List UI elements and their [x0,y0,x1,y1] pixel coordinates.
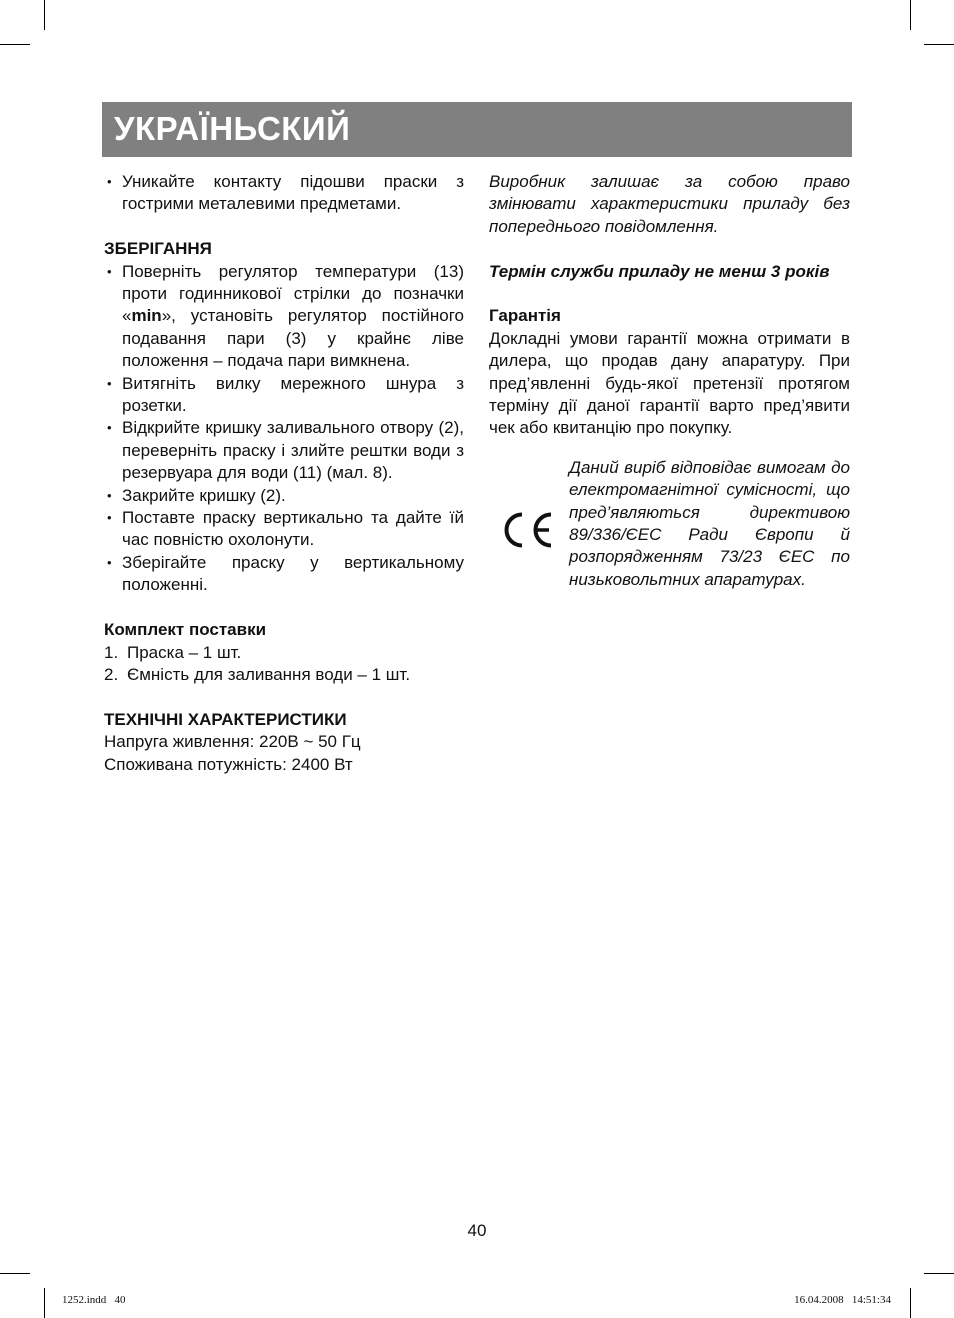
page-number: 40 [467,1221,487,1240]
section-header-bar [102,102,852,157]
intro-list [104,171,464,216]
list-item: • Закрийте кришку (2). [104,485,464,507]
specs-heading: ТЕХНІЧНІ ХАРАКТЕРИСТИКИ [104,709,347,729]
right-column [489,171,850,608]
list-item: • Поставте праску вертикально та дайте їй час повністю охолонути. [104,507,464,552]
list-item: • Поверніть регулятор температури (13) проти годинникової стрілки до позначки «min», установіть регулятор постійного подавання пари (3) у крайнє ліве положення – подача пари вимкнена. [104,261,464,373]
package-list [104,642,464,687]
crop-mark [44,0,45,30]
package-heading: Комплект поставки [104,620,267,640]
left-column [104,171,464,776]
manufacturer-note: Виробник залишає за собою право змінювати характеристики приладу без попереднього повідомлення. [489,172,850,236]
slug-datetime: 16.04.2008 14:51:34 [794,1294,891,1306]
crop-mark [910,0,911,30]
list-item: • Уникайте контакту підошви праски з гострими металевими предметами. [104,171,464,216]
storage-list [104,261,464,597]
service-life: Термін служби приладу не менш 3 років [489,261,830,281]
list-item: • Зберігайте праску у вертикальному положенні. [104,552,464,597]
crop-mark [924,1273,954,1274]
warranty-heading: Гарантія [489,306,561,326]
spec-voltage: Напруга живлення: 220В ~ 50 Гц [104,732,361,752]
storage-heading: ЗБЕРІГАННЯ [104,239,212,259]
list-item: 2. Ємність для заливання води – 1 шт. [104,664,411,684]
section-title: УКРАЇНЬСКИЙ [114,110,351,147]
spec-power: Споживана потужність: 2400 Вт [104,754,353,774]
crop-mark [924,44,954,45]
slug-filename: 1252.indd 40 [62,1294,126,1306]
warranty-text: Докладні умови гарантії можна отримати в дилера, що продав дану апаратуру. При пред’явленні будь-якої претензії протягом терміну дії даної гарантії варто пред’явити чек або квитанцію про покупку. [489,328,850,438]
ce-text: Даний виріб відповідає вимогам до електромагнітної сумісності, що пред’являються директивою 89/336/ЄЕС Ради Європи й розпорядженням 73/23 ЄЕС по низьковольтних апаратурах. [569,457,850,589]
list-item: 1. Праска – 1 шт. [104,642,242,662]
list-item: • Витягніть вилку мережного шнура з розетки. [104,373,464,418]
ce-mark-icon [503,511,555,549]
ce-block [489,457,850,591]
crop-mark [44,1288,45,1318]
crop-mark [0,44,30,45]
min-label: min [131,306,162,326]
list-item: • Відкрийте кришку заливального отвору (2), переверніть праску і злийте рештки води з резервуара для води (11) (мал. 8). [104,417,464,484]
crop-mark [910,1288,911,1318]
crop-mark [0,1273,30,1274]
